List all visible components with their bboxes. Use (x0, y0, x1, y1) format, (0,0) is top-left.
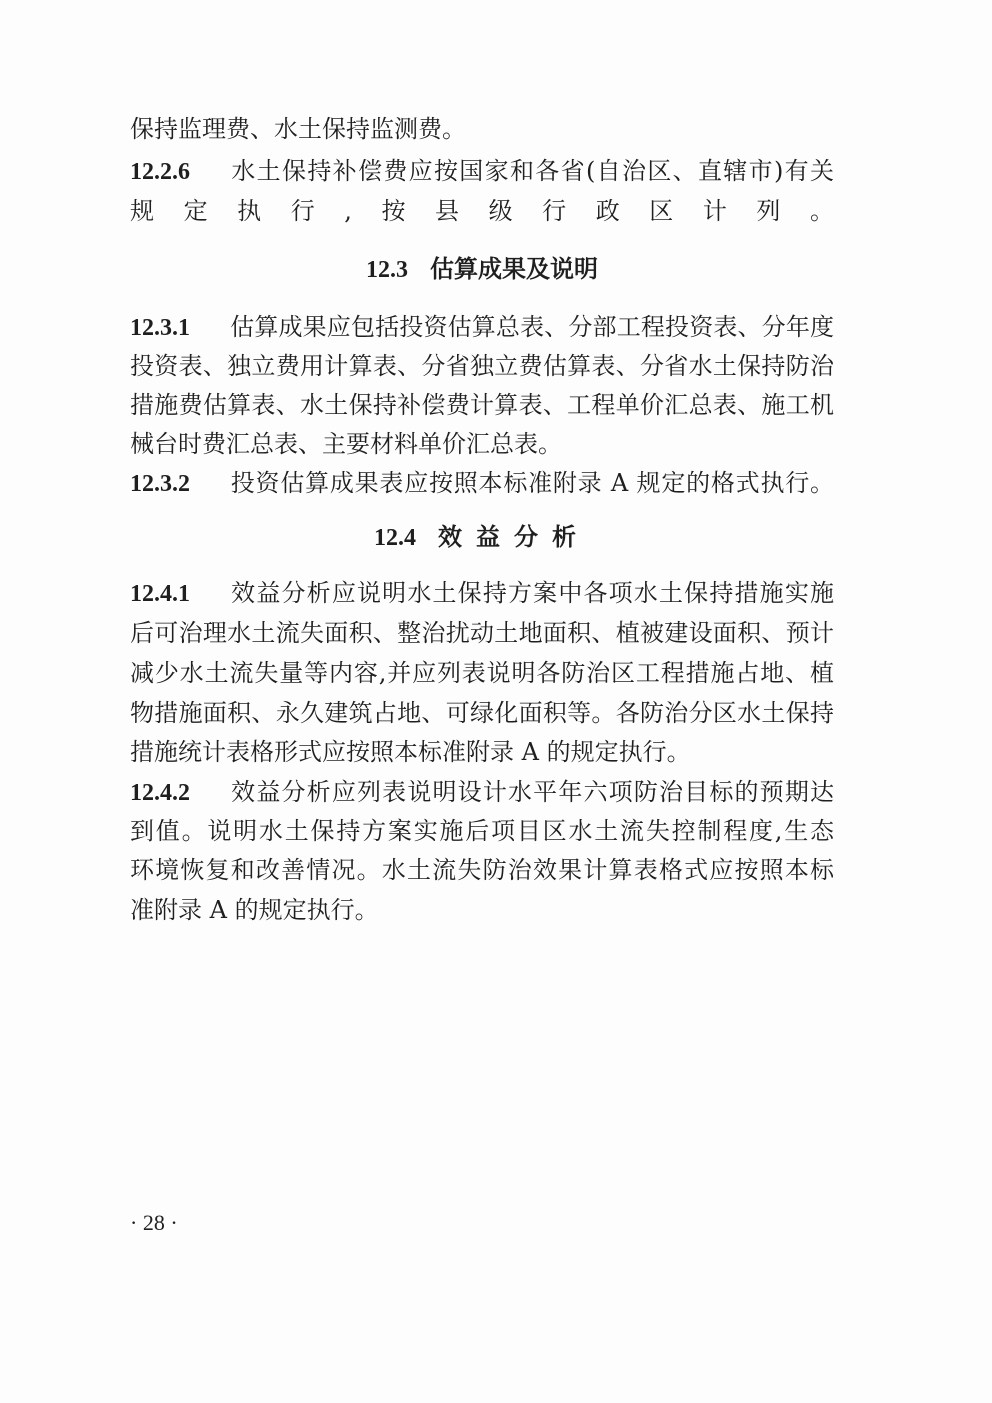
section-number: 12.4 (374, 525, 416, 551)
text: 减少水土流失量等内容,并应列表说明各防治区工程措施占地、植 (130, 659, 834, 687)
text: 环境恢复和改善情况。水土流失防治效果计算表格式应按照本标 (130, 856, 834, 884)
clause-number: 12.2.6 (130, 159, 190, 185)
clause-12-4-2-line-3 (130, 854, 834, 886)
text: 措施统计表格形式应按照本标准附录 A 的规定执行。 (130, 738, 691, 766)
text: 物措施面积、永久建筑占地、可绿化面积等。各防治分区水土保持 (130, 699, 834, 727)
text: 效益分析应说明水土保持方案中各项水土保持措施实施 (230, 579, 834, 607)
text: 估算成果应包括投资估算总表、分部工程投资表、分年度 (230, 313, 834, 341)
clause-12-2-6-line-1 (130, 155, 834, 187)
page-number: · 28 · (130, 1210, 178, 1235)
clause-12-4-1-line-1 (130, 577, 834, 609)
clause-12-3-1-line-4 (130, 428, 834, 460)
text: 投资表、独立费用计算表、分省独立费估算表、分省水土保持防治 (130, 352, 834, 380)
section-heading-12-4 (130, 521, 834, 554)
text: 规定执行,按县级行政区计列。 (130, 197, 834, 225)
text: 投资估算成果表应按照本标准附录 A 规定的格式执行。 (230, 469, 834, 497)
clause-12-3-1-line-3 (130, 389, 834, 421)
text: 水土保持补偿费应按国家和各省(自治区、直辖市)有关 (230, 157, 834, 185)
clause-12-2-6-line-2 (130, 195, 834, 227)
clause-12-4-2-line-1 (130, 776, 834, 808)
text: 到值。说明水土保持方案实施后项目区水土流失控制程度,生态 (130, 817, 834, 845)
clause-number: 12.3.1 (130, 315, 190, 341)
clause-12-4-1-line-5 (130, 736, 834, 768)
clause-12-4-2-line-2 (130, 815, 834, 847)
section-number: 12.3 (366, 257, 408, 283)
section-heading-12-3 (130, 253, 834, 286)
text: 措施费估算表、水土保持补偿费计算表、工程单价汇总表、施工机 (130, 391, 834, 419)
clause-12-4-1-line-4 (130, 697, 834, 729)
paragraph-line (130, 113, 834, 145)
clause-12-3-1-line-2 (130, 350, 834, 382)
text: 械台时费汇总表、主要材料单价汇总表。 (130, 430, 562, 458)
clause-number: 12.3.2 (130, 471, 190, 497)
text: 准附录 A 的规定执行。 (130, 896, 379, 924)
text: 保持监理费、水土保持监测费。 (130, 115, 466, 143)
section-title: 效益分析 (438, 522, 590, 551)
clause-number: 12.4.2 (130, 780, 190, 806)
clause-12-3-2-line-1 (130, 467, 834, 499)
clause-12-3-1-line-1 (130, 311, 834, 343)
clause-12-4-1-line-2 (130, 617, 834, 649)
text: 效益分析应列表说明设计水平年六项防治目标的预期达 (230, 778, 834, 806)
clause-number: 12.4.1 (130, 581, 190, 607)
text: 后可治理水土流失面积、整治扰动土地面积、植被建设面积、预计 (130, 619, 834, 647)
section-title: 估算成果及说明 (430, 254, 598, 283)
clause-12-4-2-line-4 (130, 894, 834, 926)
clause-12-4-1-line-3 (130, 657, 834, 689)
